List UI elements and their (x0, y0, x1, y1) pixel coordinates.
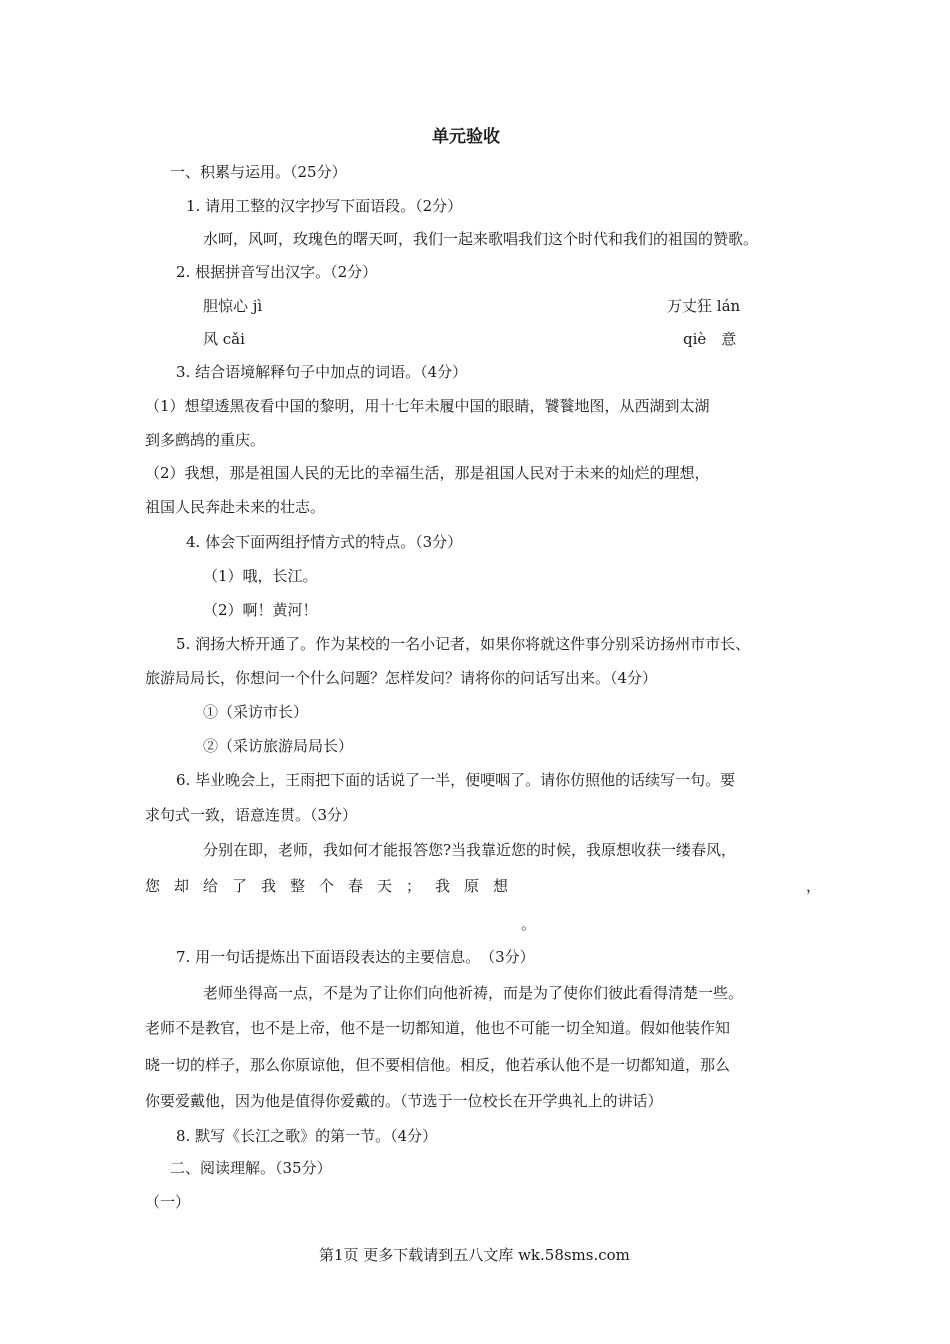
q2-item-1: 胆惊心 jì (203, 297, 263, 315)
section2-subheading: （一） (145, 1193, 191, 1211)
q6-line1: 6. 毕业晚会上，王雨把下面的话说了一半，便哽咽了。请你仿照他的话续写一句。要 (176, 771, 736, 789)
q6-period: 。 (521, 915, 537, 933)
section1-heading: 一、积累与运用。（25分） (170, 163, 347, 181)
q2-item-2: 万丈狂 lán (667, 297, 741, 315)
q4-prompt: 4. 体会下面两组抒情方式的特点。（3分） (186, 533, 463, 551)
q5-item-a: ①（采访市长） (203, 703, 309, 721)
q1-prompt: 1. 请用工整的汉字抄写下面语段。（2分） (186, 197, 463, 215)
q7-p4: 你要爱戴他，因为他是值得你爱戴的。（节选于一位校长在开学典礼上的讲话） (145, 1092, 663, 1110)
q6-quote2: 您却给了我整个春天；我原想 (145, 877, 523, 895)
q7-p2: 老师不是教官，也不是上帝，他不是一切都知道，他也不可能一切全知道。假如他装作知 (145, 1019, 731, 1037)
q1-text: 水呵，风呵，玫瑰色的曙天呵，我们一起来歌唱我们这个时代和我们的祖国的赞歌。 (203, 230, 759, 248)
q3-s2-line1: （2）我想，那是祖国人民的无比的幸福生活，那是祖国人民对于未来的灿烂的理想， (145, 464, 710, 482)
page-title: 单元验收 (432, 127, 500, 147)
q2-item-3: 风 cǎi (203, 330, 245, 348)
q4-item-a: （1）哦，长江。 (203, 567, 318, 585)
q7-p3: 晓一切的样子，那么你原谅他，但不要相信他。相反，他若承认他不是一切都知道，那么 (145, 1056, 731, 1074)
q7-prompt: 7. 用一句话提炼出下面语段表达的主要信息。 （3分） (176, 948, 535, 966)
q3-s2-line2: 祖国人民奔赴未来的壮志。 (145, 498, 326, 516)
q6-line2: 求句式一致，语意连贯。（3分） (145, 806, 358, 824)
q2-prompt: 2. 根据拼音写出汉字。（2分） (176, 263, 378, 281)
q8-prompt: 8. 默写《长江之歌》的第一节。（4分） (176, 1127, 438, 1145)
q7-p1: 老师坐得高一点，不是为了让你们向他祈祷，而是为了使你们彼此看得清楚一些。 (203, 984, 744, 1002)
page-footer: 第1页 更多下载请到五八文库 wk.58sms.com (319, 1246, 630, 1264)
q6-quote1: 分别在即，老师，我如何才能报答您?当我靠近您的时候，我原想收获一缕春风， (203, 841, 737, 859)
q5-item-b: ②（采访旅游局局长） (203, 737, 354, 755)
q5-line2: 旅游局局长，你想问一个什么问题？怎样发问？请将你的问话写出来。（4分） (145, 669, 658, 687)
section2-heading: 二、阅读理解。（35分） (170, 1159, 332, 1177)
q6-comma: ， (806, 877, 822, 895)
q3-prompt: 3. 结合语境解释句子中加点的词语。（4分） (176, 363, 468, 381)
q3-s1-line1: （1）想望透黑夜看中国的黎明，用十七年未履中国的眼睛，饕餮地图，从西湖到太湖 (145, 397, 710, 415)
q5-line1: 5. 润扬大桥开通了。作为某校的一名小记者，如果你将就这件事分别采访扬州市市长、 (176, 635, 751, 653)
q3-s1-line2: 到多鹧鸪的重庆。 (145, 431, 266, 449)
q4-item-b: （2）啊！黄河！ (203, 601, 318, 619)
q2-item-4: qiè 意 (683, 330, 737, 348)
